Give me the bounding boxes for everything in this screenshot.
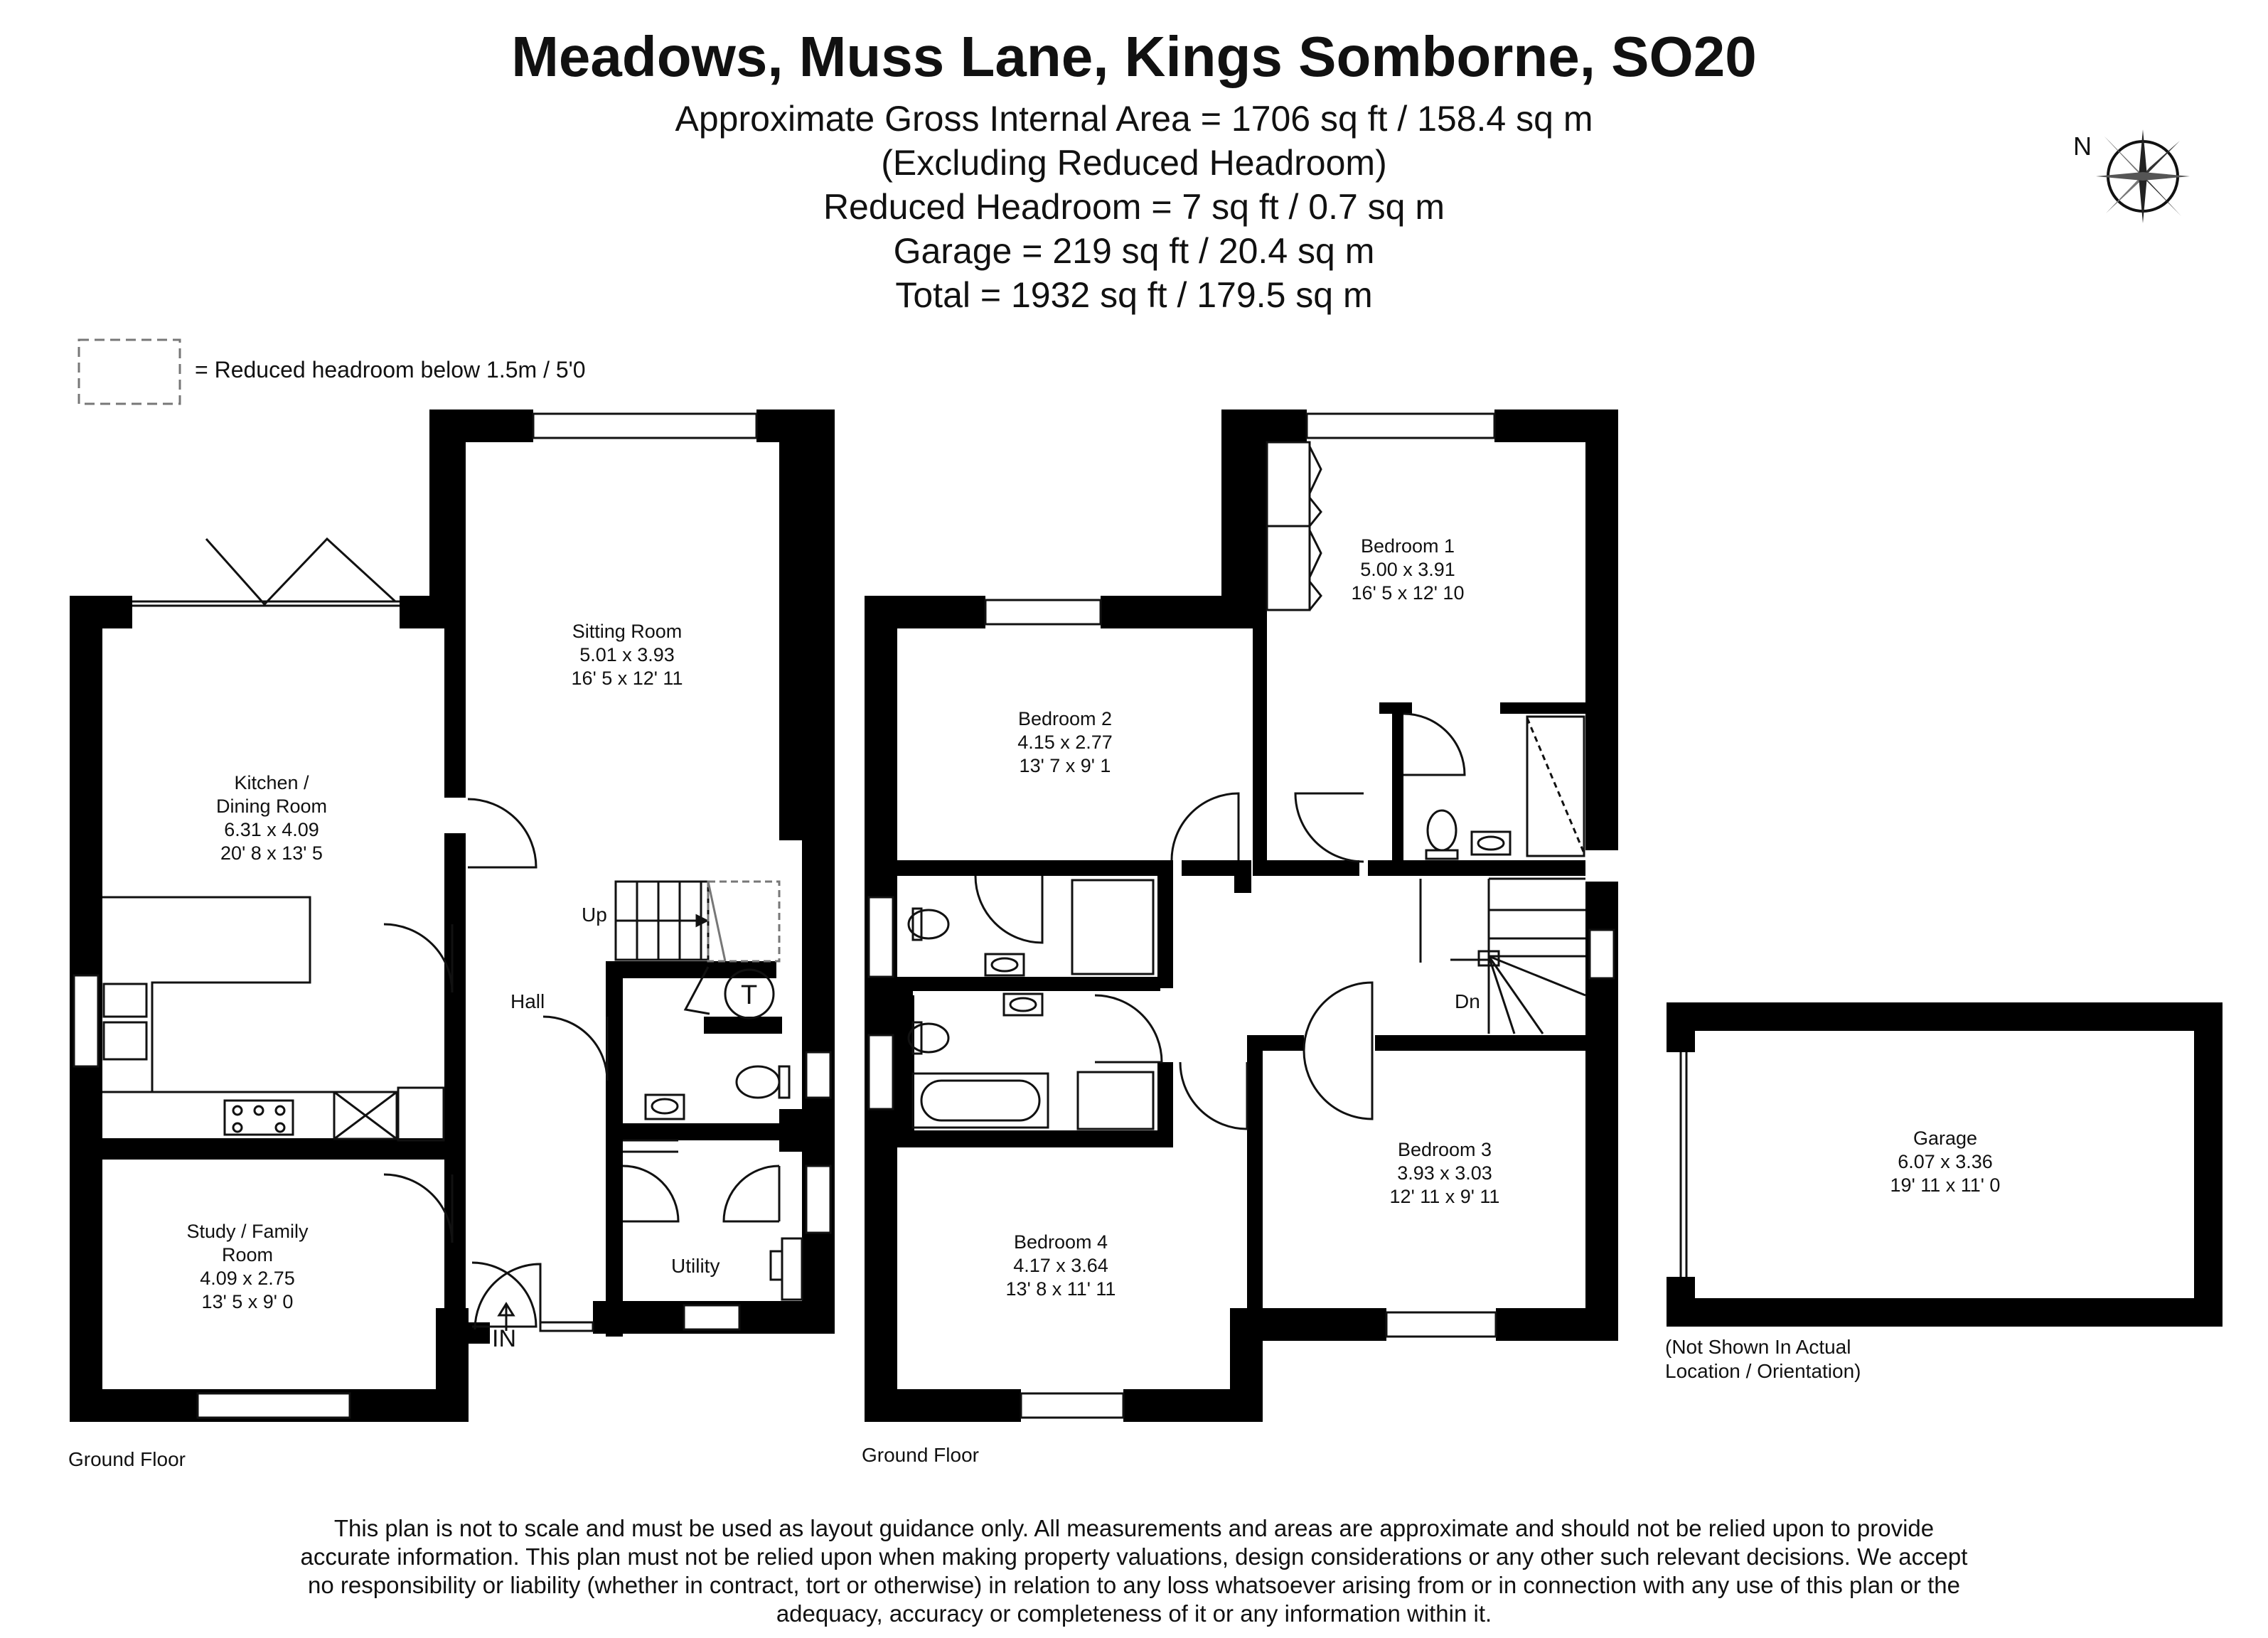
kitchen-bifold-doors (132, 539, 400, 606)
bedroom1-name: Bedroom 1 (1360, 535, 1455, 557)
hall-label: Hall (510, 990, 545, 1012)
bedroom3-name: Bedroom 3 (1397, 1139, 1492, 1160)
bedroom2-metric: 4.15 x 2.77 (1017, 732, 1113, 753)
bedroom4-name: Bedroom 4 (1013, 1231, 1108, 1253)
kitchen-name-line1: Kitchen / (234, 772, 309, 793)
kitchen-units (102, 897, 444, 1140)
study-imperial: 13' 5 x 9' 0 (201, 1291, 294, 1312)
entrance-label: IN (492, 1325, 516, 1352)
bedroom1-metric: 5.00 x 3.91 (1360, 559, 1455, 580)
sitting-room-name: Sitting Room (572, 621, 683, 642)
study-metric: 4.09 x 2.75 (200, 1268, 295, 1289)
bedroom4-metric: 4.17 x 3.64 (1013, 1255, 1108, 1276)
stairs-up-label: Up (582, 904, 607, 926)
room-label-sitting (572, 621, 683, 689)
cupboard-label: T (741, 980, 758, 1010)
legend-text: = Reduced headroom below 1.5m / 5'0 (195, 357, 586, 382)
plan-title: Meadows, Muss Lane, Kings Somborne, SO20 (511, 25, 1757, 88)
bedroom2-imperial: 13' 7 x 9' 1 (1019, 755, 1111, 776)
bedroom4-imperial: 13' 8 x 11' 11 (1005, 1278, 1116, 1300)
disclaimer-text: This plan is not to scale and must be used as layout guidance only. All measurements and areas are approximate and should not be relied upon to provide accurate information. This plan must not be relied upon when making property valuations, design considerations or any other such relevant decisions. We accept no responsibility or liability (whether in contract, tort or otherwise) in relation to any loss whatsoever arising from or in connection with any use of this plan or the adequacy, accuracy or completeness of it or any information within it. (300, 1515, 1968, 1627)
kitchen-metric: 6.31 x 4.09 (224, 819, 319, 840)
bedroom2-name: Bedroom 2 (1017, 708, 1113, 729)
left-plan-door-swings (384, 799, 779, 1327)
room-label-study (186, 1221, 309, 1312)
bedroom3-metric: 3.93 x 3.03 (1397, 1162, 1492, 1184)
room-label-bedroom3 (1390, 1139, 1500, 1207)
room-label-bedroom2 (1017, 708, 1113, 776)
area-line-excluding: (Excluding Reduced Headroom) (881, 143, 1387, 183)
bedroom1-imperial: 16' 5 x 12' 10 (1351, 582, 1465, 604)
study-name-line1: Study / Family (186, 1221, 309, 1242)
garage-door (1681, 1052, 1686, 1277)
area-line-total: Total = 1932 sq ft / 179.5 sq m (895, 275, 1373, 315)
compass-north-label: N (2073, 132, 2092, 161)
stairs-down-label: Dn (1455, 990, 1480, 1012)
staircase-landing (1421, 879, 1585, 1034)
room-label-garage (1890, 1128, 2001, 1196)
garage-note-line2: Location / Orientation) (1665, 1360, 1861, 1382)
room-label-kitchen (216, 772, 327, 864)
compass-rose-icon (2096, 129, 2190, 223)
study-name-line2: Room (221, 1244, 274, 1265)
reduced-headroom-legend-swatch (79, 340, 180, 404)
garage-metric: 6.07 x 3.36 (1898, 1151, 1993, 1172)
area-line-garage: Garage = 219 sq ft / 20.4 sq m (893, 231, 1375, 271)
area-line-gross: Approximate Gross Internal Area = 1706 sq ft / 158.4 sq m (675, 99, 1593, 139)
bedroom3-imperial: 12' 11 x 9' 11 (1389, 1186, 1500, 1207)
garage-imperial: 19' 11 x 11' 0 (1890, 1174, 2001, 1196)
room-label-bedroom1 (1352, 535, 1465, 604)
garage-name: Garage (1913, 1128, 1978, 1149)
garage-note-line1: (Not Shown In Actual (1665, 1336, 1851, 1358)
sitting-room-imperial: 16' 5 x 12' 11 (571, 668, 683, 689)
floor-label-right: Ground Floor (862, 1444, 979, 1466)
utility-label: Utility (671, 1255, 720, 1277)
sitting-room-metric: 5.01 x 3.93 (579, 644, 675, 665)
left-plan-walls (70, 410, 835, 1422)
room-label-bedroom4 (1006, 1231, 1116, 1300)
kitchen-name-line2: Dining Room (215, 796, 328, 817)
kitchen-imperial: 20' 8 x 13' 5 (220, 842, 323, 864)
bedroom1-wardrobes (1267, 442, 1321, 610)
floor-label-left: Ground Floor (68, 1448, 186, 1470)
area-line-reduced-headroom: Reduced Headroom = 7 sq ft / 0.7 sq m (823, 187, 1445, 227)
